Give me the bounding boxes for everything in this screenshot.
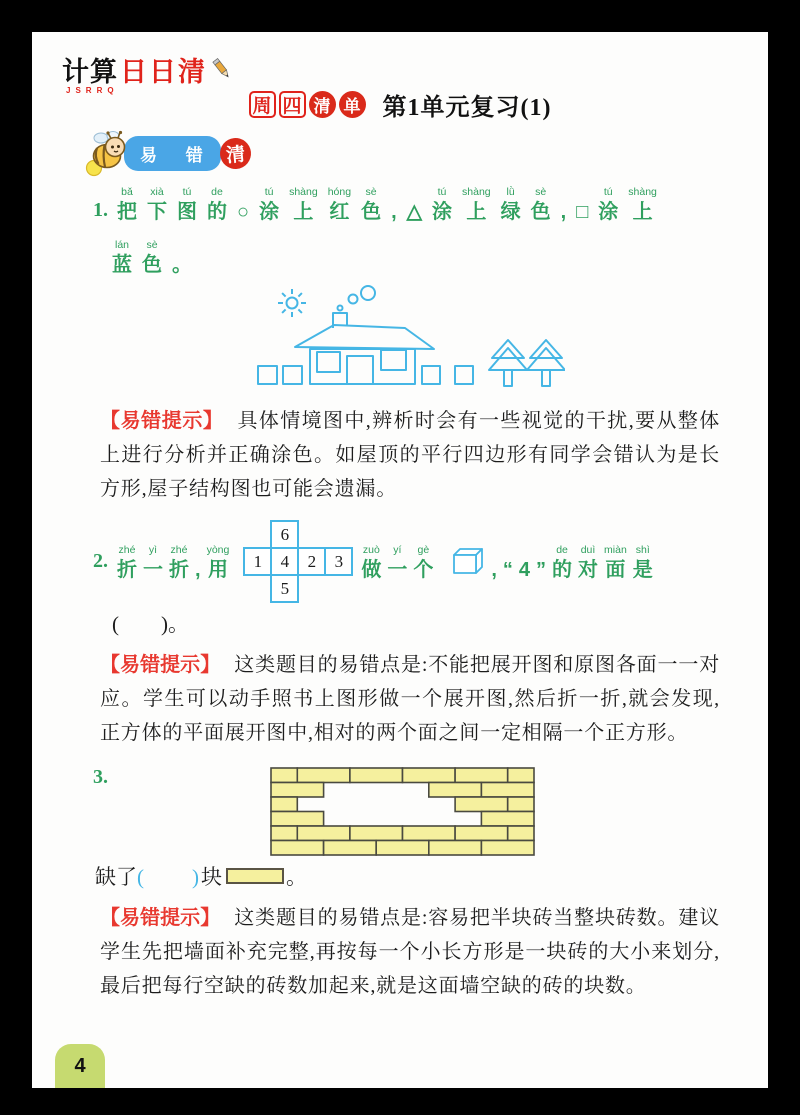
question-3-caption [95,861,768,891]
brick-wall-drawing [269,766,536,857]
tip-3-text: 这类题目的易错点是:容易把半块砖当整块砖数。建议学生先把墙面补充完整,再按每一个小长方形是一块砖的大小来划分,最后把每行空缺的砖数加起来,就是这面墙空缺的砖的块数。 [100,907,721,997]
tip-2-label: 【易错提示】 [100,654,221,676]
caption-prefix: 缺了 [95,865,137,889]
page-number: 4 [74,1054,86,1077]
ruby-char: zuò 做 [361,543,382,581]
ruby-char: tú 涂 [432,186,453,223]
ruby-char: tú 图 [177,186,197,223]
ruby-char: shàng 上 [628,186,657,223]
question-2-text-b [361,540,439,583]
caption-suffix: 块 [201,865,222,889]
section-badge [84,128,768,178]
workbook-page [32,32,768,1088]
ruby-char: miàn 面 [604,543,627,581]
house-icon [295,313,434,384]
title-stamp-qing: 清 [309,91,336,118]
question-1-text-line1 [117,182,667,225]
question-2-text-c [491,540,658,583]
ruby-char: shàng 上 [462,186,491,223]
ruby-char: gè 个 [413,543,434,581]
ruby-char: zhé 折 [169,543,189,581]
ruby-char: ” [536,558,547,581]
question-3 [93,766,768,857]
caption-period: 。 [286,865,307,889]
net-cell-1: 1 [243,547,272,576]
ruby-char: duì 对 [578,543,599,581]
tip-3-label: 【易错提示】 [100,907,221,929]
ruby-char: , [560,201,567,223]
ruby-char: ○ [237,201,250,223]
pencil-icon [209,56,235,82]
question-1 [93,182,768,225]
ruby-char: zhé 折 [117,543,137,581]
ruby-char: , [391,201,397,223]
page-number-tab [55,1044,105,1088]
ruby-char: 4 [518,558,531,581]
tip-1-text: 具体情境图中,辨析时会有一些视觉的干扰,要从整体上进行分析并正确涂色。如屋顶的平行四边形有同学会错认为是长方形,屋子结构图也可能会遗漏。 [100,410,721,500]
ruby-char: “ [502,558,513,581]
ruby-char: yì 一 [143,543,163,581]
net-cell-top: 6 [270,520,299,549]
ruby-char: sè 色 [361,186,382,223]
brick-swatch-icon [226,868,284,884]
ruby-char: , [195,558,201,581]
smoke-circles [338,286,376,311]
question-1-number: 1. [93,199,108,221]
net-cell-3: 3 [324,547,353,576]
error-prone-label: 易 错 [124,136,221,171]
logo-text-red: 日日清 [120,57,207,87]
tip-3 [100,901,720,1003]
house-scene [245,284,768,392]
sun-icon [278,289,306,317]
ruby-char: hóng 红 [327,186,352,223]
ruby-char: sè 色 [530,186,551,223]
ruby-char: sè 色 [142,239,162,276]
logo-subtext: JSRRQ [66,86,119,95]
net-cell-2: 2 [297,547,326,576]
ruby-char: □ [576,201,589,223]
tip-2-text: 这类题目的易错点是:不能把展开图和原图各面一一对应。学生可以动手照书上图形做一个展开图,然后折一折,就会发现,正方体的平面展开图中,相对的两个面之间一定相隔一个正方形。 [100,654,721,744]
answer-parentheses: ( ) [137,865,201,889]
ruby-char: yí 一 [387,543,408,581]
page-title [32,87,768,122]
tip-2 [100,648,720,750]
ruby-char: shì 是 [632,543,653,581]
ruby-char: xià 下 [147,186,167,223]
ruby-char: de 的 [552,543,573,581]
bee-icon [84,128,132,178]
question-1-text-line2 [112,235,768,278]
ruby-char: , [491,558,497,581]
cube-icon [451,546,487,577]
question-2-number: 2. [93,549,108,572]
tip-1 [100,404,720,506]
house-scene-drawing [245,284,565,392]
question-2 [93,520,768,602]
ruby-char: bǎ 把 [117,186,137,223]
unit-title: 第1单元复习(1) [382,95,552,121]
cube-net-diagram [243,520,351,602]
ruby-char: de 的 [207,186,227,223]
logo-text-black: 计算 [62,57,118,87]
badge-stamp-qing: 清 [218,136,252,170]
title-stamp-dan: 单 [339,91,366,118]
question-2-text-a [117,540,235,583]
ruby-char: 。 [172,254,192,276]
ruby-char: tú 涂 [259,186,280,223]
fence-squares [258,366,473,384]
ruby-char: lán 蓝 [112,239,132,276]
tree-icons [489,340,565,386]
ruby-char: △ [406,201,423,223]
title-stamp-si: 四 [279,91,306,118]
ruby-char: tú 涂 [598,186,619,223]
net-cell-bottom: 5 [270,574,299,603]
ruby-char: shàng 上 [289,186,318,223]
tip-1-label: 【易错提示】 [100,410,224,432]
net-cell-4: 4 [270,547,299,576]
ruby-char: yòng 用 [206,543,230,581]
question-3-number: 3. [93,766,108,788]
ruby-char: lǜ 绿 [500,186,521,223]
question-2-answer-blank: ( )。 [112,612,189,636]
title-stamp-zhou: 周 [249,91,276,118]
